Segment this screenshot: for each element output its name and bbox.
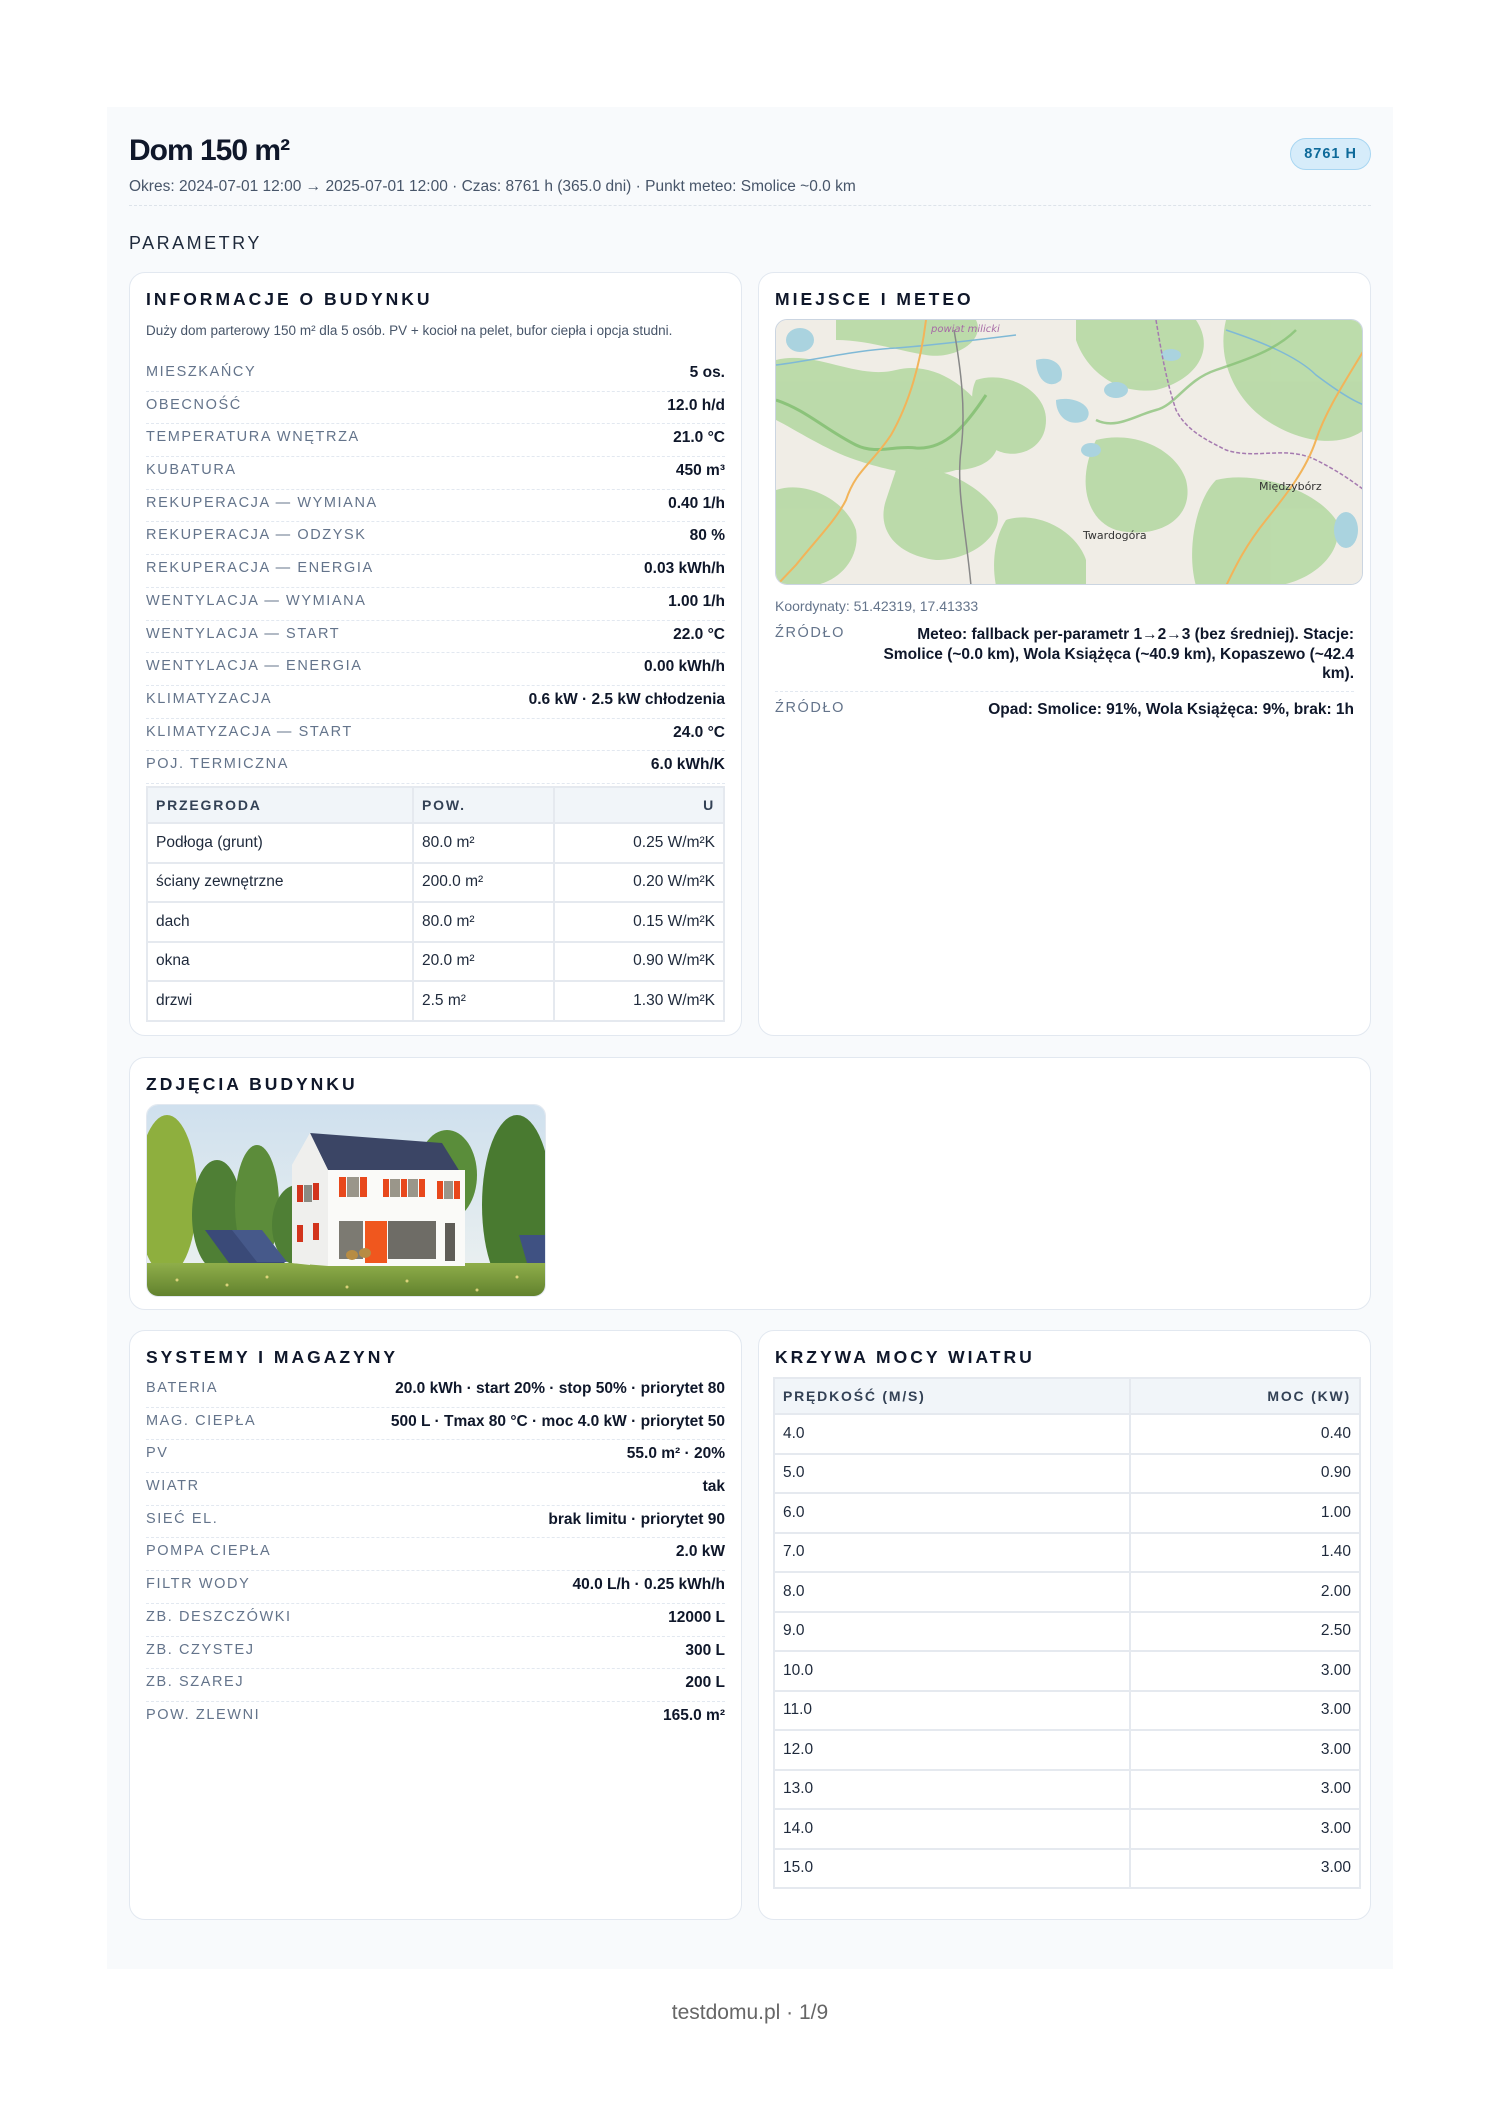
- building-photo[interactable]: [146, 1104, 546, 1297]
- param-label: POJ. TERMICZNA: [146, 756, 289, 773]
- param-label: WENTYLACJA — START: [146, 625, 341, 642]
- map-label-region: powiat milicki: [931, 324, 1000, 335]
- param-row: [146, 719, 725, 752]
- table-row: [775, 1810, 1359, 1848]
- table-cell: 12.0: [775, 1731, 1129, 1769]
- param-row: [146, 457, 725, 490]
- table-header-row: [148, 788, 723, 822]
- card-title: INFORMACJE O BUDYNKU: [146, 289, 433, 309]
- param-value: 0.03 kWh/h: [644, 560, 725, 578]
- table-row: [148, 824, 723, 862]
- table-row: [775, 1455, 1359, 1493]
- param-value: 12000 L: [668, 1608, 725, 1626]
- page-title: Dom 150 m²: [129, 134, 290, 167]
- param-value: 80 %: [689, 527, 725, 545]
- card-title: ZDJĘCIA BUDYNKU: [146, 1074, 358, 1094]
- source-row: [775, 692, 1354, 727]
- param-label: MIESZKAŃCY: [146, 364, 257, 380]
- table-cell: 7.0: [775, 1534, 1129, 1572]
- table-cell: 14.0: [775, 1810, 1129, 1848]
- param-row: [146, 751, 725, 784]
- param-label: KLIMATYZACJA: [146, 690, 273, 707]
- param-row: [146, 588, 725, 621]
- location-map[interactable]: [775, 319, 1363, 585]
- table-cell: dach: [148, 903, 412, 941]
- hours-badge: 8761 H: [1290, 138, 1371, 170]
- report-page: [107, 107, 1393, 1969]
- table-cell: 0.20 W/m²K: [555, 864, 723, 902]
- param-value: 165.0 m²: [662, 1706, 725, 1724]
- table-cell: 1.00: [1131, 1494, 1359, 1532]
- table-cell: 3.00: [1131, 1850, 1359, 1888]
- param-value: 200 L: [685, 1674, 725, 1692]
- param-value: 2.0 kW: [675, 1543, 725, 1561]
- param-row: [146, 1702, 725, 1735]
- param-value: 0.6 kW · 2.5 kW chłodzenia: [528, 690, 725, 708]
- param-label: ZB. SZAREJ: [146, 1674, 245, 1691]
- systems-params-list: [146, 1375, 725, 1735]
- house-image: [147, 1105, 546, 1297]
- wind-power-curve-card: [758, 1330, 1371, 1920]
- param-value: 0.00 kWh/h: [644, 658, 725, 676]
- table-cell: 0.15 W/m²K: [555, 903, 723, 941]
- table-row: [148, 982, 723, 1020]
- table-cell: 15.0: [775, 1850, 1129, 1888]
- table-row: [775, 1415, 1359, 1453]
- coordinates: Koordynaty: 51.42319, 17.41333: [775, 598, 979, 614]
- param-label: FILTR WODY: [146, 1576, 251, 1593]
- table-row: [148, 943, 723, 981]
- table-row: [775, 1534, 1359, 1572]
- param-label: REKUPERACJA — ENERGIA: [146, 560, 374, 577]
- location-meteo-card: [758, 272, 1371, 1036]
- source-value: Meteo: fallback per-parametr 1→2→3 (bez średniej). Stacje: Smolice (~0.0 km), Wola Książęca (~40.9 km), Kopaszewo (~42.4 km).: [883, 626, 1354, 682]
- param-value: 300 L: [685, 1641, 725, 1659]
- table-header-row: [775, 1379, 1359, 1413]
- param-label: KUBATURA: [146, 462, 237, 479]
- column-header-area: POW.: [414, 788, 553, 822]
- param-value: 1.00 1/h: [668, 592, 725, 610]
- param-row: [146, 392, 725, 425]
- table-cell: 0.40: [1131, 1415, 1359, 1453]
- table-row: [775, 1731, 1359, 1769]
- param-value: 6.0 kWh/K: [650, 756, 725, 774]
- param-value: 55.0 m² · 20%: [626, 1445, 725, 1463]
- table-cell: 0.90: [1131, 1455, 1359, 1493]
- param-label: OBECNOŚĆ: [146, 396, 242, 413]
- param-label: SIEĆ EL.: [146, 1510, 219, 1527]
- table-cell: 3.00: [1131, 1692, 1359, 1730]
- param-row: [146, 522, 725, 555]
- table-row: [148, 903, 723, 941]
- table-cell: 9.0: [775, 1613, 1129, 1651]
- table-row: [775, 1850, 1359, 1888]
- param-row: [146, 1538, 725, 1571]
- table-cell: 1.30 W/m²K: [555, 982, 723, 1020]
- table-row: [775, 1494, 1359, 1532]
- table-row: [775, 1652, 1359, 1690]
- table-row: [775, 1692, 1359, 1730]
- period-summary: Okres: 2024-07-01 12:00 → 2025-07-01 12:00 · Czas: 8761 h (365.0 dni) · Punkt meteo: Smolice ~0.0 km: [129, 178, 856, 195]
- table-cell: 2.5 m²: [414, 982, 553, 1020]
- param-value: tak: [702, 1478, 725, 1496]
- table-row: [775, 1771, 1359, 1809]
- param-row: [146, 621, 725, 654]
- param-value: 500 L · Tmax 80 °C · moc 4.0 kW · priorytet 50: [390, 1412, 725, 1430]
- systems-storage-card: [129, 1330, 742, 1920]
- building-params-list: [146, 359, 725, 784]
- table-cell: okna: [148, 943, 412, 981]
- param-label: REKUPERACJA — WYMIANA: [146, 494, 378, 511]
- source-key: ŹRÓDŁO: [775, 625, 846, 641]
- table-cell: 1.40: [1131, 1534, 1359, 1572]
- param-row: [146, 1440, 725, 1473]
- column-header-speed: PRĘDKOŚĆ (M/S): [775, 1379, 1129, 1413]
- table-cell: 11.0: [775, 1692, 1129, 1730]
- column-header-partition: PRZEGRODA: [148, 788, 412, 822]
- source-key: ŹRÓDŁO: [775, 699, 846, 716]
- param-row: [146, 490, 725, 523]
- param-row: [146, 1604, 725, 1637]
- param-value: 450 m³: [675, 462, 725, 480]
- param-label: KLIMATYZACJA — START: [146, 723, 353, 740]
- table-cell: 80.0 m²: [414, 903, 553, 941]
- table-cell: 0.25 W/m²K: [555, 824, 723, 862]
- table-cell: 10.0: [775, 1652, 1129, 1690]
- source-value: Opad: Smolice: 91%, Wola Książęca: 9%, brak: 1h: [988, 700, 1354, 718]
- meteo-sources-list: [775, 621, 1354, 726]
- param-label: TEMPERATURA WNĘTRZA: [146, 429, 360, 446]
- param-value: 22.0 °C: [673, 625, 725, 643]
- table-cell: drzwi: [148, 982, 412, 1020]
- param-row: [146, 1637, 725, 1670]
- table-cell: 3.00: [1131, 1810, 1359, 1848]
- param-label: WIATR: [146, 1478, 200, 1495]
- param-row: [146, 686, 725, 719]
- table-cell: 2.50: [1131, 1613, 1359, 1651]
- param-label: ZB. CZYSTEJ: [146, 1641, 255, 1658]
- table-cell: 80.0 m²: [414, 824, 553, 862]
- source-row: [775, 621, 1354, 692]
- table-cell: 13.0: [775, 1771, 1129, 1809]
- table-cell: 20.0 m²: [414, 943, 553, 981]
- param-value: 21.0 °C: [673, 429, 725, 447]
- table-row: [775, 1613, 1359, 1651]
- param-row: [146, 1506, 725, 1539]
- table-cell: 3.00: [1131, 1771, 1359, 1809]
- param-row: [146, 424, 725, 457]
- param-label: MAG. CIEPŁA: [146, 1412, 257, 1429]
- param-value: 40.0 L/h · 0.25 kWh/h: [572, 1576, 725, 1594]
- param-row: [146, 1375, 725, 1408]
- table-cell: 0.90 W/m²K: [555, 943, 723, 981]
- section-label-parameters: PARAMETRY: [129, 233, 262, 253]
- param-label: POMPA CIEPŁA: [146, 1543, 272, 1560]
- param-value: 12.0 h/d: [667, 396, 725, 414]
- map-label-town: Twardogóra: [1083, 529, 1147, 542]
- param-label: WENTYLACJA — ENERGIA: [146, 658, 363, 675]
- table-row: [775, 1573, 1359, 1611]
- param-value: 24.0 °C: [673, 723, 725, 741]
- column-header-power: MOC (KW): [1131, 1379, 1359, 1413]
- building-info-card: [129, 272, 742, 1036]
- table-cell: 3.00: [1131, 1652, 1359, 1690]
- param-label: WENTYLACJA — WYMIANA: [146, 592, 367, 609]
- param-row: [146, 359, 725, 392]
- card-title: KRZYWA MOCY WIATRU: [775, 1347, 1035, 1367]
- table-cell: 200.0 m²: [414, 864, 553, 902]
- column-header-u: U: [555, 788, 723, 822]
- param-label: PV: [146, 1445, 169, 1462]
- page-footer: testdomu.pl · 1/9: [671, 2001, 829, 2024]
- table-row: [148, 864, 723, 902]
- table-cell: 8.0: [775, 1573, 1129, 1611]
- table-cell: Podłoga (grunt): [148, 824, 412, 862]
- envelope-table: [146, 786, 725, 1022]
- param-value: 5 os.: [689, 364, 725, 381]
- param-row: [146, 1571, 725, 1604]
- param-label: POW. ZLEWNI: [146, 1706, 261, 1723]
- param-row: [146, 555, 725, 588]
- param-value: brak limitu · priorytet 90: [548, 1510, 725, 1528]
- param-row: [146, 1408, 725, 1441]
- param-label: ZB. DESZCZÓWKI: [146, 1608, 292, 1625]
- param-value: 20.0 kWh · start 20% · stop 50% · priorytet 80: [395, 1380, 725, 1397]
- card-title: SYSTEMY I MAGAZYNY: [146, 1347, 399, 1367]
- report-header: [129, 133, 1371, 197]
- table-cell: ściany zewnętrzne: [148, 864, 412, 902]
- table-cell: 6.0: [775, 1494, 1129, 1532]
- param-label: REKUPERACJA — ODZYSK: [146, 527, 367, 544]
- param-row: [146, 653, 725, 686]
- building-description: Duży dom parterowy 150 m² dla 5 osób. PV + kocioł na pelet, bufor ciepła i opcja studni.: [146, 323, 673, 338]
- param-label: BATERIA: [146, 1380, 219, 1396]
- card-title: MIEJSCE I METEO: [775, 289, 974, 309]
- param-row: [146, 1669, 725, 1702]
- table-cell: 5.0: [775, 1455, 1129, 1493]
- map-tiles: [776, 320, 1363, 585]
- param-value: 0.40 1/h: [668, 494, 725, 512]
- table-cell: 4.0: [775, 1415, 1129, 1453]
- header-divider: [129, 205, 1371, 206]
- map-label-town: Międzybórz: [1259, 480, 1322, 493]
- table-cell: 3.00: [1131, 1731, 1359, 1769]
- wind-power-table: [773, 1377, 1361, 1889]
- building-photos-card: [129, 1057, 1371, 1310]
- table-cell: 2.00: [1131, 1573, 1359, 1611]
- param-row: [146, 1473, 725, 1506]
